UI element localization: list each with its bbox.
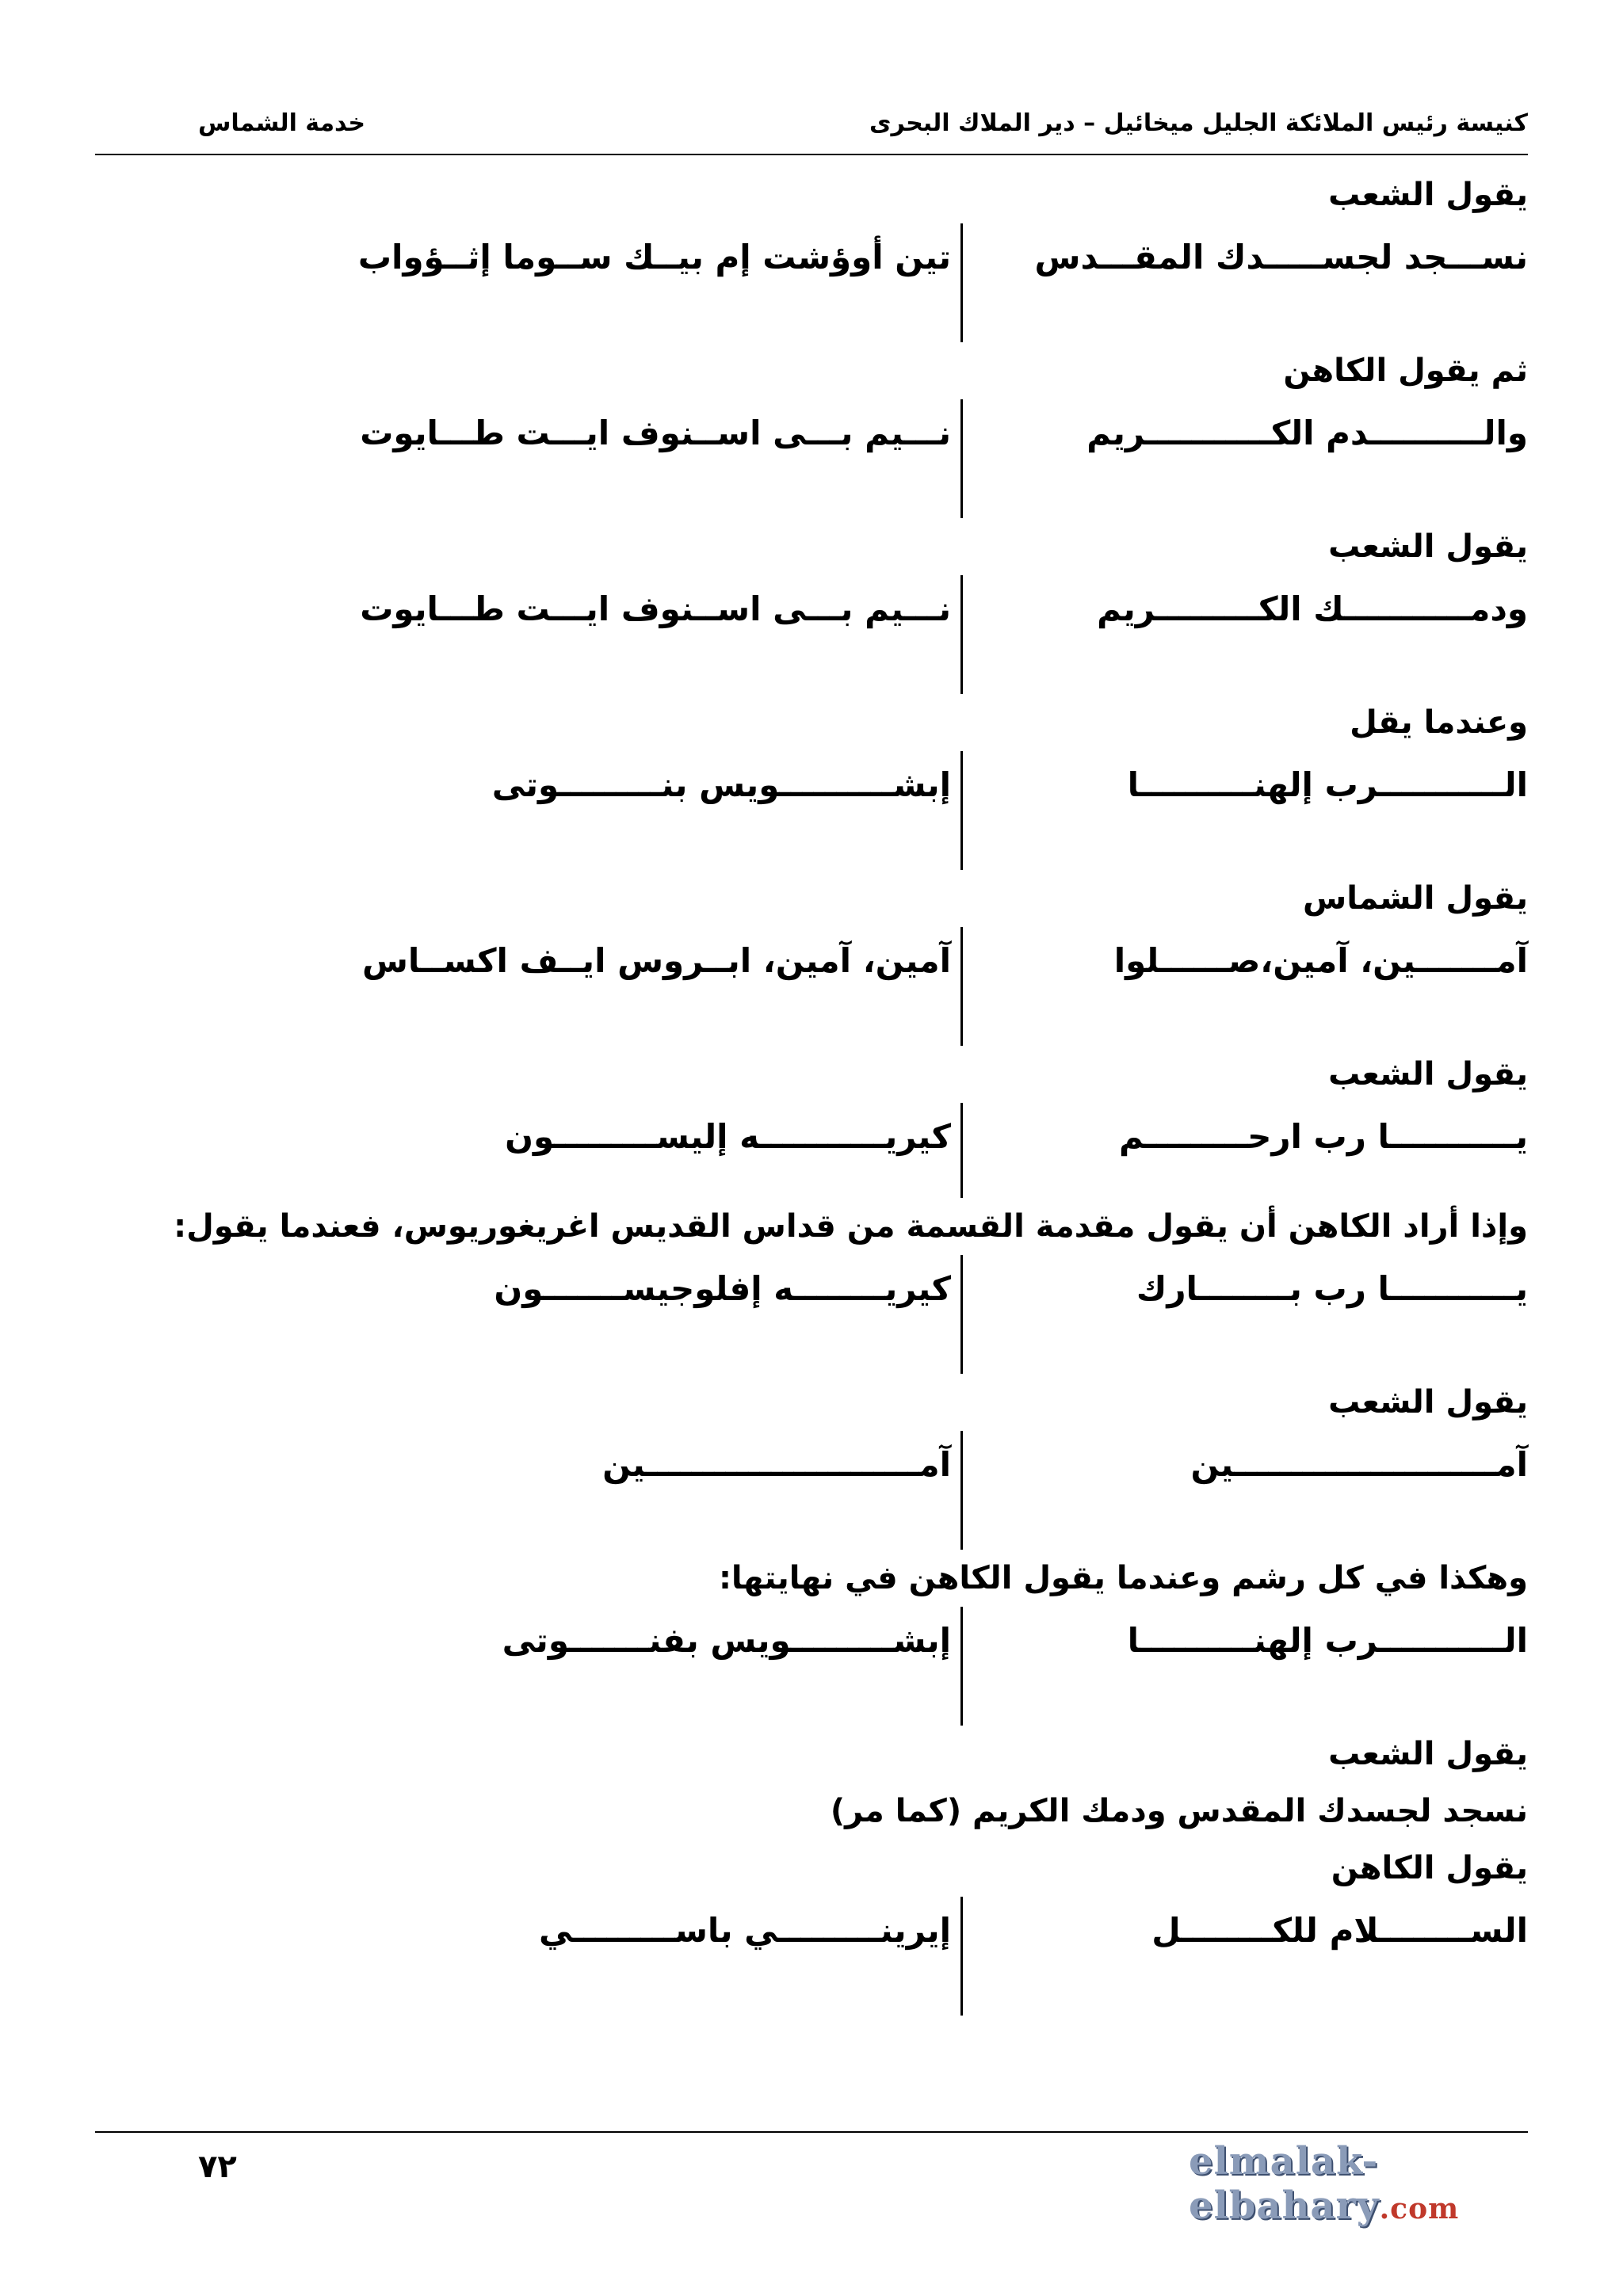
coptic-transliteration: نـــيم بـــى اســنوف ايـــت طـــايوت: [360, 589, 951, 628]
column-divider: [960, 1103, 963, 1198]
speaker-heading: يقول الشعب: [1328, 1736, 1528, 1772]
verse-row: [95, 399, 1528, 518]
column-divider: [960, 1607, 963, 1726]
arabic-text: نســـجد لجســـــدك المقـــدس: [1034, 238, 1528, 277]
arabic-text: الـــــــــــرب إلهنــــــــــا: [1127, 1621, 1528, 1660]
arabic-text: الســــــــلام للكــــــــل: [1151, 1911, 1528, 1950]
column-divider: [960, 927, 963, 1046]
column-divider: [960, 1255, 963, 1374]
coptic-transliteration: كيريـــــــــــه إليســـــــــون: [505, 1117, 951, 1156]
verse-row: [95, 575, 1528, 694]
verse-row: [95, 1431, 1528, 1550]
speaker-heading: يقول الشعب: [1328, 1384, 1528, 1421]
verse-row: [95, 1607, 1528, 1726]
arabic-text: والــــــــــدم الكـــــــــــريم: [1086, 414, 1528, 452]
column-divider: [960, 223, 963, 342]
logo-tld: .com: [1379, 2192, 1460, 2225]
speaker-heading: يقول الشعب: [1328, 177, 1528, 213]
verse-row: [95, 223, 1528, 342]
coptic-transliteration: إيرينـــــــــي باســـــــــي: [538, 1911, 951, 1950]
church-title: كنيسة رئيس الملائكة الجليل ميخائيل – دير الملاك البحرى: [869, 109, 1528, 137]
coptic-transliteration: تين أوؤشت إم بيــك ســوما إثــؤواب: [357, 238, 951, 277]
arabic-text: آمـــــــــــــــــــــــين: [1190, 1445, 1528, 1484]
arabic-text: يـــــــــــا رب بــــــــارك: [1136, 1269, 1528, 1308]
coptic-transliteration: آمين، آمين، ابــروس ايــف اكســاس: [361, 941, 951, 980]
column-divider: [960, 1431, 963, 1550]
section-title: خدمة الشماس: [198, 109, 366, 137]
logo-text: elmalak-elbahary: [1189, 2139, 1380, 2228]
instruction-heading: وإذا أراد الكاهن أن يقول مقدمة القسمة من قداس القديس اغريغوريوس، فعندما يقول:: [174, 1208, 1528, 1245]
instruction-heading: وهكذا في كل رشم وعندما يقول الكاهن في نهايتها:: [718, 1560, 1528, 1596]
verse-row: [95, 927, 1528, 1046]
speaker-heading: يقول الشعب: [1328, 528, 1528, 565]
page-header: [95, 109, 1528, 155]
footer-divider: [95, 2131, 1528, 2133]
coptic-transliteration: إبشـــــــــويس بفنـــــــوتى: [502, 1621, 951, 1660]
column-divider: [960, 751, 963, 870]
speaker-heading: ثم يقول الكاهن: [1283, 353, 1528, 389]
people-response: نسجد لجسدك المقدس ودمك الكريم (كما مر): [830, 1793, 1528, 1829]
coptic-transliteration: نـــيم بـــى اســنوف ايـــت طـــايوت: [360, 414, 951, 452]
verse-row: [95, 1103, 1528, 1198]
arabic-text: ودمـــــــــــك الكـــــــــريم: [1097, 589, 1528, 628]
coptic-transliteration: إبشــــــــــويس بنـــــــــوتى: [491, 765, 951, 804]
coptic-transliteration: آمــــــــــــــــــــــــين: [602, 1445, 951, 1484]
column-divider: [960, 1897, 963, 2016]
speaker-heading: يقول الشعب: [1328, 1056, 1528, 1093]
liturgy-content: [95, 166, 1528, 2016]
speaker-heading: يقول الكاهن: [1331, 1850, 1528, 1886]
speaker-heading: وعندما يقل: [1350, 704, 1528, 741]
arabic-text: آمـــــــين، آمين،صــــــلوا: [1113, 941, 1528, 980]
arabic-text: الـــــــــــرب إلهنــــــــــا: [1127, 765, 1528, 804]
verse-row: [95, 1897, 1528, 2016]
speaker-heading: يقول الشماس: [1303, 880, 1528, 917]
site-logo: [1189, 2139, 1623, 2228]
arabic-text: يـــــــــــا رب ارحـــــــــم: [1118, 1117, 1528, 1156]
page-number: ٧٢: [198, 2149, 237, 2185]
verse-row: [95, 1255, 1528, 1374]
column-divider: [960, 399, 963, 518]
verse-row: [95, 751, 1528, 870]
coptic-transliteration: كيريــــــــه إفلوجيســـــــون: [494, 1269, 951, 1308]
column-divider: [960, 575, 963, 694]
